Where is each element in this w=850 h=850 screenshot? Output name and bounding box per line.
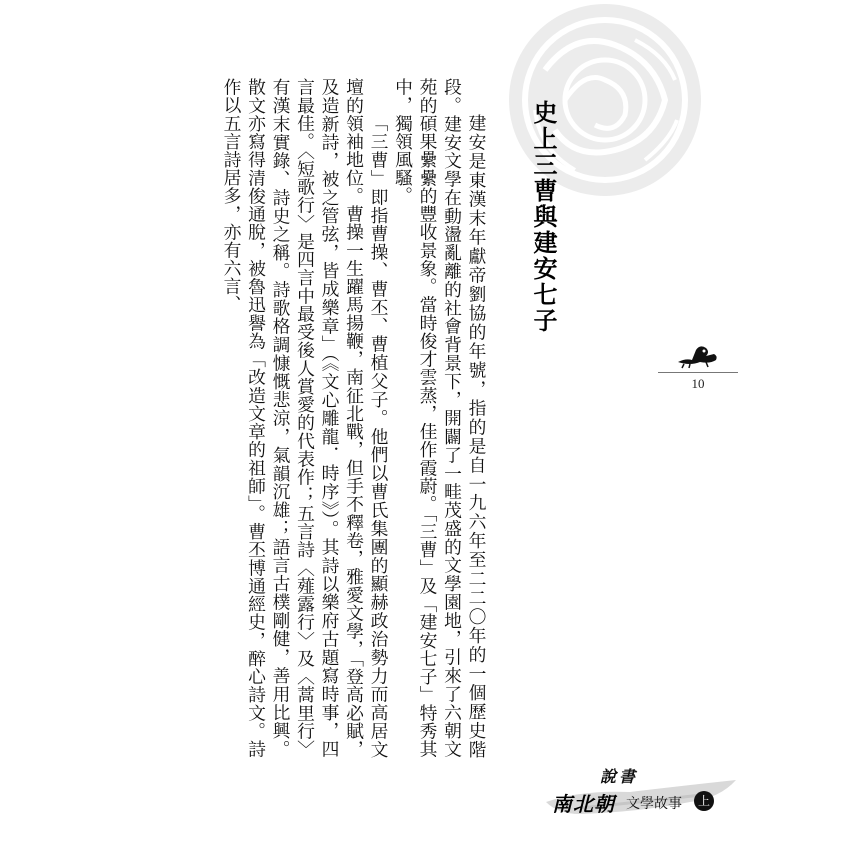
chapter-title: 史上三曹與建安七子 bbox=[529, 100, 557, 334]
page-number: 10 bbox=[658, 372, 738, 392]
series-logo bbox=[540, 762, 740, 822]
body-text bbox=[212, 78, 488, 758]
series-logo-sub-text: 文學故事 bbox=[626, 796, 682, 812]
series-logo-main-text: 南北朝 bbox=[552, 792, 615, 816]
paragraph-1: 建安是東漢末年獻帝劉協的年號，指的是自一九六年至二二〇年的一個歷史階段。建安文學在動盪亂離的社會背景下，開闢了一畦茂盛的文學園地，引來了六朝文苑的碩果纍纍的豐收景象。當時俊才雲蒸，佳作霞蔚。「三曹」及「建安七子」特秀其中，獨領風騷。 bbox=[392, 78, 487, 758]
volume-badge: 上 bbox=[694, 791, 714, 811]
series-logo-top-text: 說書 bbox=[600, 767, 639, 786]
side-ornament-icon bbox=[676, 340, 720, 370]
paragraph-2: 「三曹」即指曹操、曹丕、曹植父子。他們以曹氏集團的顯赫政治勢力而高居文壇的領袖地位。曹操一生躍馬揚鞭，南征北戰，但手不釋卷，雅愛文學，「登高必賦，及造新詩，被之管弦，皆成樂章」（《文心雕龍．時序》）。其詩以樂府古題寫時事，四言最佳。〈短歌行〉是四言中最受後人賞愛的代表作；五言詩〈薤露行〉及〈蒿里行〉有漢末實錄、詩史之稱。詩歌格調慷慨悲涼，氣韻沉雄；語言古樸剛健，善用比興。散文亦寫得清俊通脫，被魯迅譽為「改造文章的祖師」。曹丕博通經史，醉心詩文。詩作以五言詩居多，亦有六言、 bbox=[221, 78, 389, 758]
